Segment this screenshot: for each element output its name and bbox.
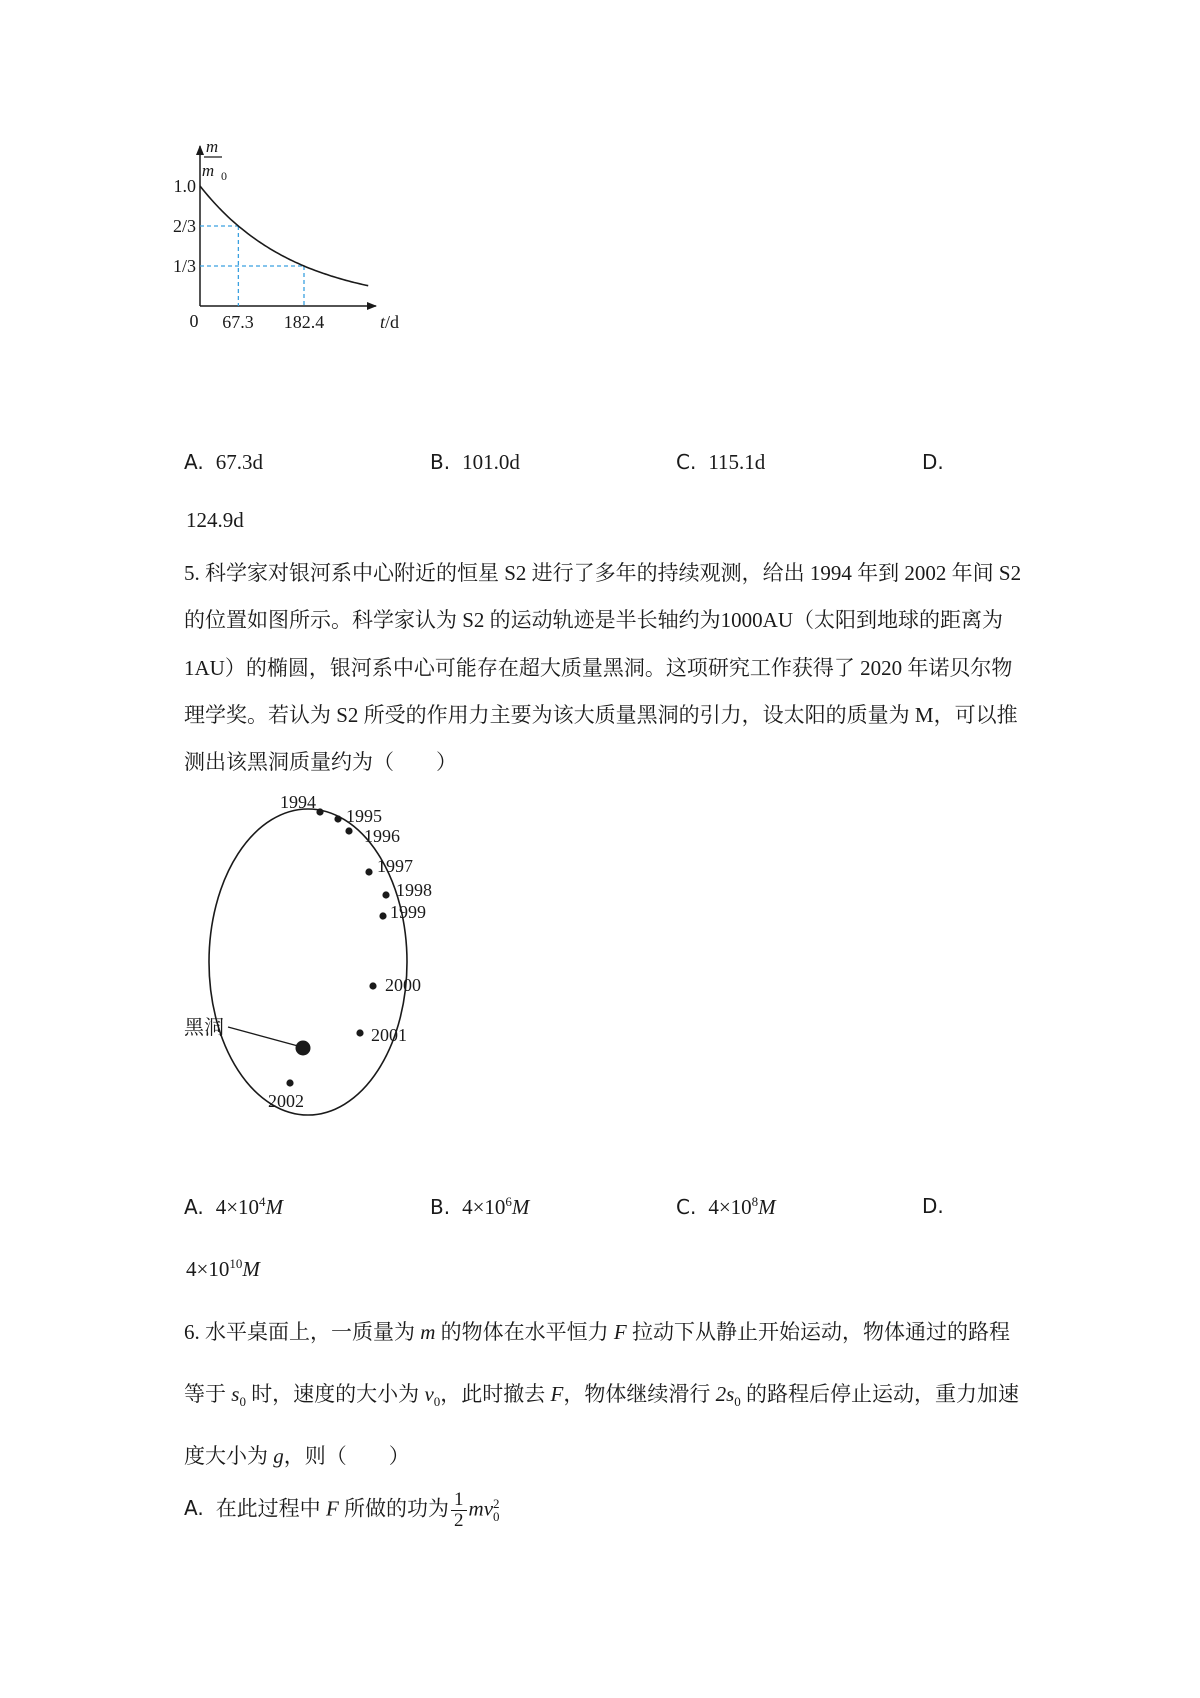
year-dot-1998 [382,891,389,898]
origin-label: 0 [189,311,199,331]
black-hole [296,1041,311,1056]
y-label-denominator-sub: 0 [221,169,227,183]
q5-stem-line-1: 5. 科学家对银河系中心附近的恒星 S2 进行了多年的持续观测，给出 1994 年到 2002 年间 S2 [184,561,1022,585]
q5-option-a[interactable]: A. $4\times 10^4M$ [184,1194,284,1219]
q6-option-a[interactable]: A. 在此过程中 F 所做的功为 $\frac{1}{2}$ mv 2 0 [184,1489,500,1531]
year-label-1998: 1998 [396,880,432,900]
year-label-2001: 2001 [371,1025,407,1045]
year-label-1995: 1995 [346,806,382,826]
year-label-2002: 2002 [268,1091,304,1111]
year-dot-2001 [356,1029,363,1036]
orbit-ellipse [209,809,407,1115]
q4-option-c[interactable]: C. 115.1d [676,450,766,474]
y-label-denominator: m [201,161,215,180]
q6-stem-line-3: 度大小为 g，则（ ） [184,1444,410,1468]
year-dot-1997 [365,868,372,875]
q5-option-c[interactable]: C. $4\times 10^8M$ [676,1194,776,1219]
q4-option-d-text: 124.9d [186,508,244,532]
orbit-diagram [180,790,460,1120]
dashed-guides [200,226,304,306]
year-dot-1995 [334,815,341,822]
q5-stem-line-2: 的位置如图所示。科学家认为 S2 的运动轨迹是半长轴约为1000AU（太阳到地球的距离为 [184,608,1004,632]
year-dot-2000 [369,982,376,989]
q6-stem-line-2: 等于 $s_0$ 时，速度的大小为 $v_0$，此时撤去 F，物体继续滑行 $2s_0$ 的路程后停止运动，重力加速 [184,1382,1020,1410]
year-label-1997: 1997 [377,856,413,876]
q4-option-b[interactable]: B. 101.0d [430,450,520,474]
y-tick-1-3: 1/3 [172,256,196,276]
q5-option-d-text: $4\times 10^{10}M$ [186,1256,260,1281]
y-tick-1: 1.0 [173,176,196,196]
black-hole-pointer [228,1027,298,1046]
decay-graph [172,137,420,360]
q4-option-d[interactable]: D. [922,450,944,474]
q4-option-a[interactable]: A. 67.3d [184,450,263,474]
year-label-1994: 1994 [280,792,316,812]
x-tick-182-4: 182.4 [283,312,325,332]
x-tick-67-3: 67.3 [222,312,254,332]
y-tick-2-3: 2/3 [172,216,196,236]
q5-option-d[interactable]: D. [922,1194,944,1218]
year-dot-1999 [379,912,386,919]
x-axis-label: t/d [380,312,400,332]
q5-stem-line-3: 1AU）的椭圆，银河系中心可能存在超大质量黑洞。这项研究工作获得了 2020 年诺贝尔物 [184,656,1013,680]
q5-option-b[interactable]: B. $4\times 10^6M$ [430,1194,530,1219]
q5-stem-line-4: 理学奖。若认为 S2 所受的作用力主要为该大质量黑洞的引力，设太阳的质量为 M，可以推 [184,703,1018,727]
year-dot-1996 [345,827,352,834]
fraction-one-half: $\frac{1}{2}$ [451,1490,467,1531]
year-label-2000: 2000 [385,975,421,995]
q5-stem-line-5: 测出该黑洞质量约为（ ） [184,750,457,774]
decay-curve [200,186,368,286]
year-label-1999: 1999 [390,902,426,922]
year-dot-1994 [316,808,323,815]
year-label-1996: 1996 [364,826,400,846]
q6-stem-line-1: 6. 水平桌面上，一质量为 m 的物体在水平恒力 F 拉动下从静止开始运动，物体通过的路程 [184,1320,1010,1344]
y-label-numerator: m [205,137,219,156]
year-dot-2002 [286,1079,293,1086]
black-hole-label: 黑洞 [184,1017,224,1039]
